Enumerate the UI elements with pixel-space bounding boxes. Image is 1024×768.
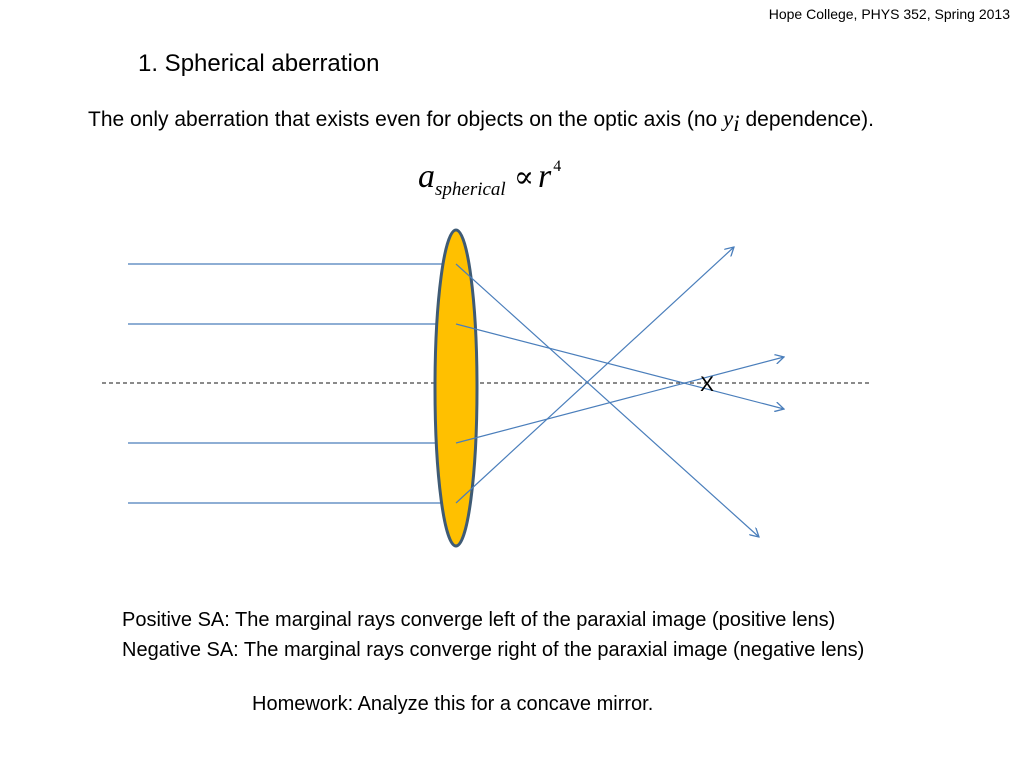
formula-sub: spherical [435,179,506,200]
homework-note: Homework: Analyze this for a concave mirror. [252,693,654,715]
intro-var: y [723,106,734,131]
formula-var: a [418,158,435,195]
refracted-ray-3 [456,357,784,443]
paraxial-image-marker: X [700,373,715,396]
negative-sa-note: Negative SA: The marginal rays converge right of the paraxial image (negative lens) [122,639,865,661]
slide-title: 1. Spherical aberration [138,50,380,77]
sa-notes [122,605,864,665]
course-header: Hope College, PHYS 352, Spring 2013 [768,6,1010,22]
refracted-ray-2 [456,324,784,409]
refracted-ray-4 [456,247,734,503]
intro-sub: i [733,111,740,137]
refracted-ray-1 [456,264,759,537]
positive-sa-note: Positive SA: The marginal rays converge left of the paraxial image (positive lens) [122,609,836,631]
intro-after: dependence). [739,108,874,131]
formula-exponent: 4 [553,158,562,175]
intro-before: The only aberration that exists even for objects on the optic axis (no [88,108,724,131]
formula-rhs: r [538,158,552,195]
formula-proportional: ∝ [513,161,535,194]
